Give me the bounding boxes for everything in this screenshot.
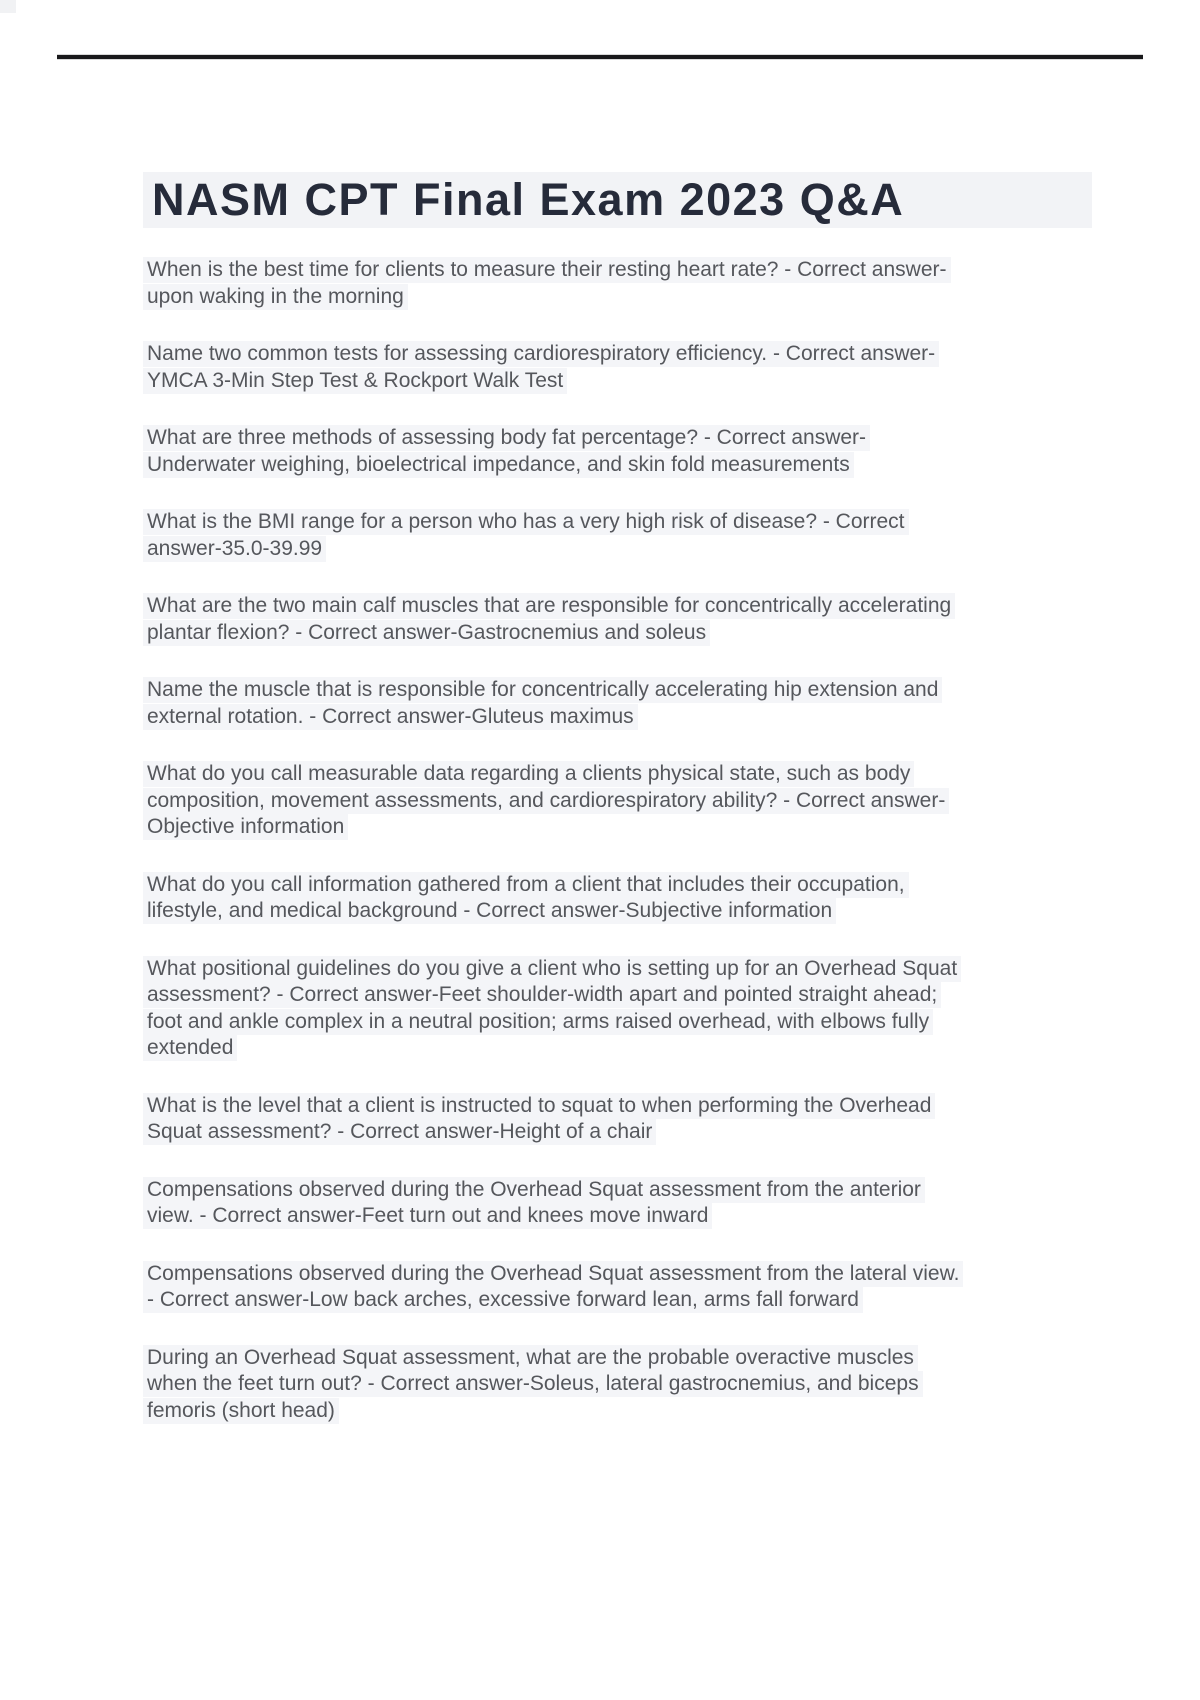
top-horizontal-rule bbox=[57, 55, 1143, 59]
qa-line-highlight: What is the level that a client is instructed to squat to when performing the Overhead bbox=[143, 1093, 935, 1119]
qa-line-highlight: view. - Correct answer-Feet turn out and knees move inward bbox=[143, 1203, 712, 1229]
qa-line bbox=[143, 872, 1143, 899]
qa-line bbox=[143, 284, 1143, 311]
qa-line-highlight: What is the BMI range for a person who has a very high risk of disease? - Correct bbox=[143, 509, 909, 535]
qa-line-highlight: plantar flexion? - Correct answer-Gastrocnemius and soleus bbox=[143, 620, 710, 646]
qa-line-highlight: Objective information bbox=[143, 814, 348, 840]
qa-paragraph bbox=[143, 341, 1143, 394]
title-highlight-bar bbox=[143, 172, 1092, 228]
qa-line-highlight: What are the two main calf muscles that are responsible for concentrically accelerating bbox=[143, 593, 955, 619]
qa-paragraph bbox=[143, 1177, 1143, 1230]
qa-paragraph bbox=[143, 1345, 1143, 1425]
scan-corner-artifact bbox=[0, 0, 16, 13]
qa-line-highlight: extended bbox=[143, 1035, 237, 1061]
qa-line-highlight: composition, movement assessments, and cardiorespiratory ability? - Correct answer- bbox=[143, 788, 949, 814]
qa-line-highlight: Underwater weighing, bioelectrical impedance, and skin fold measurements bbox=[143, 452, 854, 478]
qa-paragraph bbox=[143, 761, 1143, 841]
qa-line-highlight: lifestyle, and medical background - Correct answer-Subjective information bbox=[143, 898, 836, 924]
qa-line bbox=[143, 1035, 1143, 1062]
qa-line-highlight: Compensations observed during the Overhead Squat assessment from the lateral view. bbox=[143, 1261, 963, 1287]
qa-line-highlight: Name the muscle that is responsible for concentrically accelerating hip extension and bbox=[143, 677, 942, 703]
qa-paragraph bbox=[143, 509, 1143, 562]
qa-line-highlight: Compensations observed during the Overhead Squat assessment from the anterior bbox=[143, 1177, 925, 1203]
qa-line-highlight: During an Overhead Squat assessment, what are the probable overactive muscles bbox=[143, 1345, 918, 1371]
qa-paragraph bbox=[143, 257, 1143, 310]
qa-paragraph bbox=[143, 1261, 1143, 1314]
qa-line bbox=[143, 1009, 1143, 1036]
qa-line bbox=[143, 1119, 1143, 1146]
qa-paragraph bbox=[143, 425, 1143, 478]
qa-paragraph bbox=[143, 956, 1143, 1062]
qa-line bbox=[143, 368, 1143, 395]
qa-line-highlight: external rotation. - Correct answer-Gluteus maximus bbox=[143, 704, 638, 730]
qa-line-highlight: foot and ankle complex in a neutral position; arms raised overhead, with elbows fully bbox=[143, 1009, 933, 1035]
qa-list bbox=[143, 257, 1143, 1424]
document-page bbox=[143, 172, 1143, 1424]
qa-line bbox=[143, 341, 1143, 368]
qa-line-highlight: Squat assessment? - Correct answer-Height of a chair bbox=[143, 1119, 656, 1145]
qa-line bbox=[143, 1093, 1143, 1120]
qa-line bbox=[143, 814, 1143, 841]
qa-line bbox=[143, 1287, 1143, 1314]
qa-line bbox=[143, 704, 1143, 731]
qa-line-highlight: What positional guidelines do you give a client who is setting up for an Overhead Squat bbox=[143, 956, 961, 982]
qa-line-highlight: answer-35.0-39.99 bbox=[143, 536, 326, 562]
qa-line bbox=[143, 1203, 1143, 1230]
page-title: NASM CPT Final Exam 2023 Q&A bbox=[152, 174, 905, 225]
qa-line bbox=[143, 956, 1143, 983]
qa-line bbox=[143, 788, 1143, 815]
qa-line bbox=[143, 620, 1143, 647]
qa-line bbox=[143, 1261, 1143, 1288]
qa-line bbox=[143, 982, 1143, 1009]
qa-paragraph bbox=[143, 677, 1143, 730]
qa-line bbox=[143, 898, 1143, 925]
qa-line bbox=[143, 1345, 1143, 1372]
qa-line-highlight: when the feet turn out? - Correct answer-Soleus, lateral gastrocnemius, and biceps bbox=[143, 1371, 923, 1397]
qa-paragraph bbox=[143, 1093, 1143, 1146]
qa-line bbox=[143, 509, 1143, 536]
qa-line bbox=[143, 1398, 1143, 1425]
qa-line-highlight: - Correct answer-Low back arches, excessive forward lean, arms fall forward bbox=[143, 1287, 863, 1313]
qa-line-highlight: YMCA 3-Min Step Test & Rockport Walk Test bbox=[143, 368, 567, 394]
qa-paragraph bbox=[143, 593, 1143, 646]
qa-line bbox=[143, 1371, 1143, 1398]
qa-line-highlight: assessment? - Correct answer-Feet shoulder-width apart and pointed straight ahead; bbox=[143, 982, 941, 1008]
qa-line bbox=[143, 761, 1143, 788]
qa-line-highlight: Name two common tests for assessing cardiorespiratory efficiency. - Correct answer- bbox=[143, 341, 939, 367]
qa-line bbox=[143, 593, 1143, 620]
qa-line bbox=[143, 1177, 1143, 1204]
qa-line-highlight: When is the best time for clients to measure their resting heart rate? - Correct answer- bbox=[143, 257, 951, 283]
qa-line bbox=[143, 257, 1143, 284]
qa-line-highlight: femoris (short head) bbox=[143, 1398, 339, 1424]
qa-line bbox=[143, 677, 1143, 704]
qa-line-highlight: What are three methods of assessing body fat percentage? - Correct answer- bbox=[143, 425, 870, 451]
qa-line bbox=[143, 536, 1143, 563]
qa-line bbox=[143, 452, 1143, 479]
qa-line-highlight: What do you call measurable data regarding a clients physical state, such as body bbox=[143, 761, 914, 787]
qa-paragraph bbox=[143, 872, 1143, 925]
qa-line bbox=[143, 425, 1143, 452]
qa-line-highlight: upon waking in the morning bbox=[143, 284, 408, 310]
qa-line-highlight: What do you call information gathered from a client that includes their occupation, bbox=[143, 872, 909, 898]
